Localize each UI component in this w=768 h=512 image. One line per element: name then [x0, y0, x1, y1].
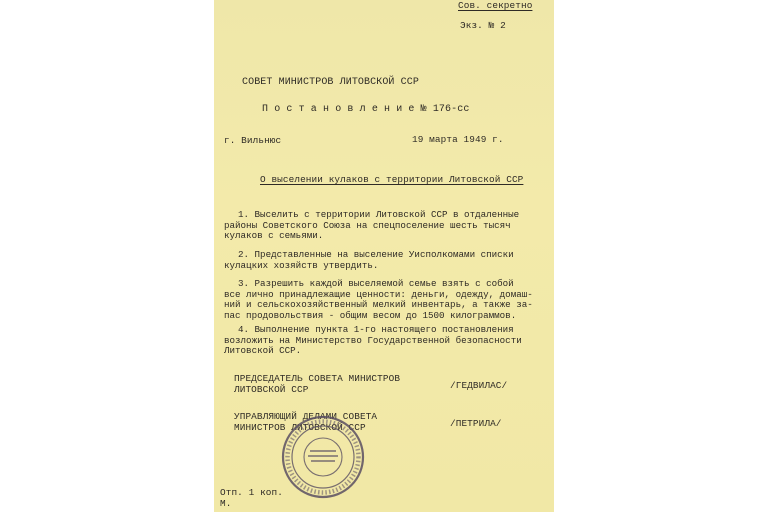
- signature-1-title-line2: ЛИТОВСКОЙ ССР: [234, 384, 309, 395]
- decree-subject: О выселении кулаков с территории Литовской ССР: [260, 174, 524, 185]
- place: г. Вильнюс: [224, 135, 282, 146]
- document-page: [214, 0, 554, 512]
- item-2: 2. Представленные на выселение Уисполкомами списки кулацких хозяйств утвердить.: [224, 249, 514, 271]
- seal-graphic: [280, 414, 366, 500]
- item-4: 4. Выполнение пункта 1-го настоящего постановления возложить на Министерство Государственной безопасности Литовской ССР.: [224, 324, 522, 357]
- official-seal-stamp: [280, 414, 366, 500]
- signature-2-name: /ПЕТРИЛА/: [450, 418, 502, 429]
- item-3: 3. Разрешить каждой выселяемой семье взять с собой все лично принадлежащие ценности: деньги, одежду, домаш- ний и сельскохозяйственный мелкий инвентарь, а также за- пас продовольствия - общим весом до 1500 килограммов.: [224, 278, 533, 321]
- signature-1-title-line1: ПРЕДСЕДАТЕЛЬ СОВЕТА МИНИСТРОВ: [234, 373, 401, 384]
- date: 19 марта 1949 г.: [412, 134, 504, 145]
- signature-2-title-line1: УПРАВЛЯЮЩИЙ ДЕЛАМИ СОВЕТА: [234, 411, 378, 422]
- issuer-heading: СОВЕТ МИНИСТРОВ ЛИТОВСКОЙ ССР: [242, 77, 419, 88]
- footer-initial: М.: [220, 498, 232, 509]
- classification-mark: Сов. секретно: [458, 0, 533, 11]
- item-1: 1. Выселить с территории Литовской ССР в отдаленные районы Советского Союза на спецпоселение шесть тысяч кулаков с семьями.: [224, 209, 520, 242]
- signature-1-name: /ГЕДВИЛАС/: [450, 380, 508, 391]
- signature-2-title-line2: МИНИСТРОВ ЛИТОВСКОЙ ССР: [234, 422, 366, 433]
- decree-title: П о с т а н о в л е н и е № 176-сс: [262, 104, 470, 115]
- copy-number: Экз. № 2: [460, 20, 506, 31]
- footer-copies: Отп. 1 коп.: [220, 487, 283, 498]
